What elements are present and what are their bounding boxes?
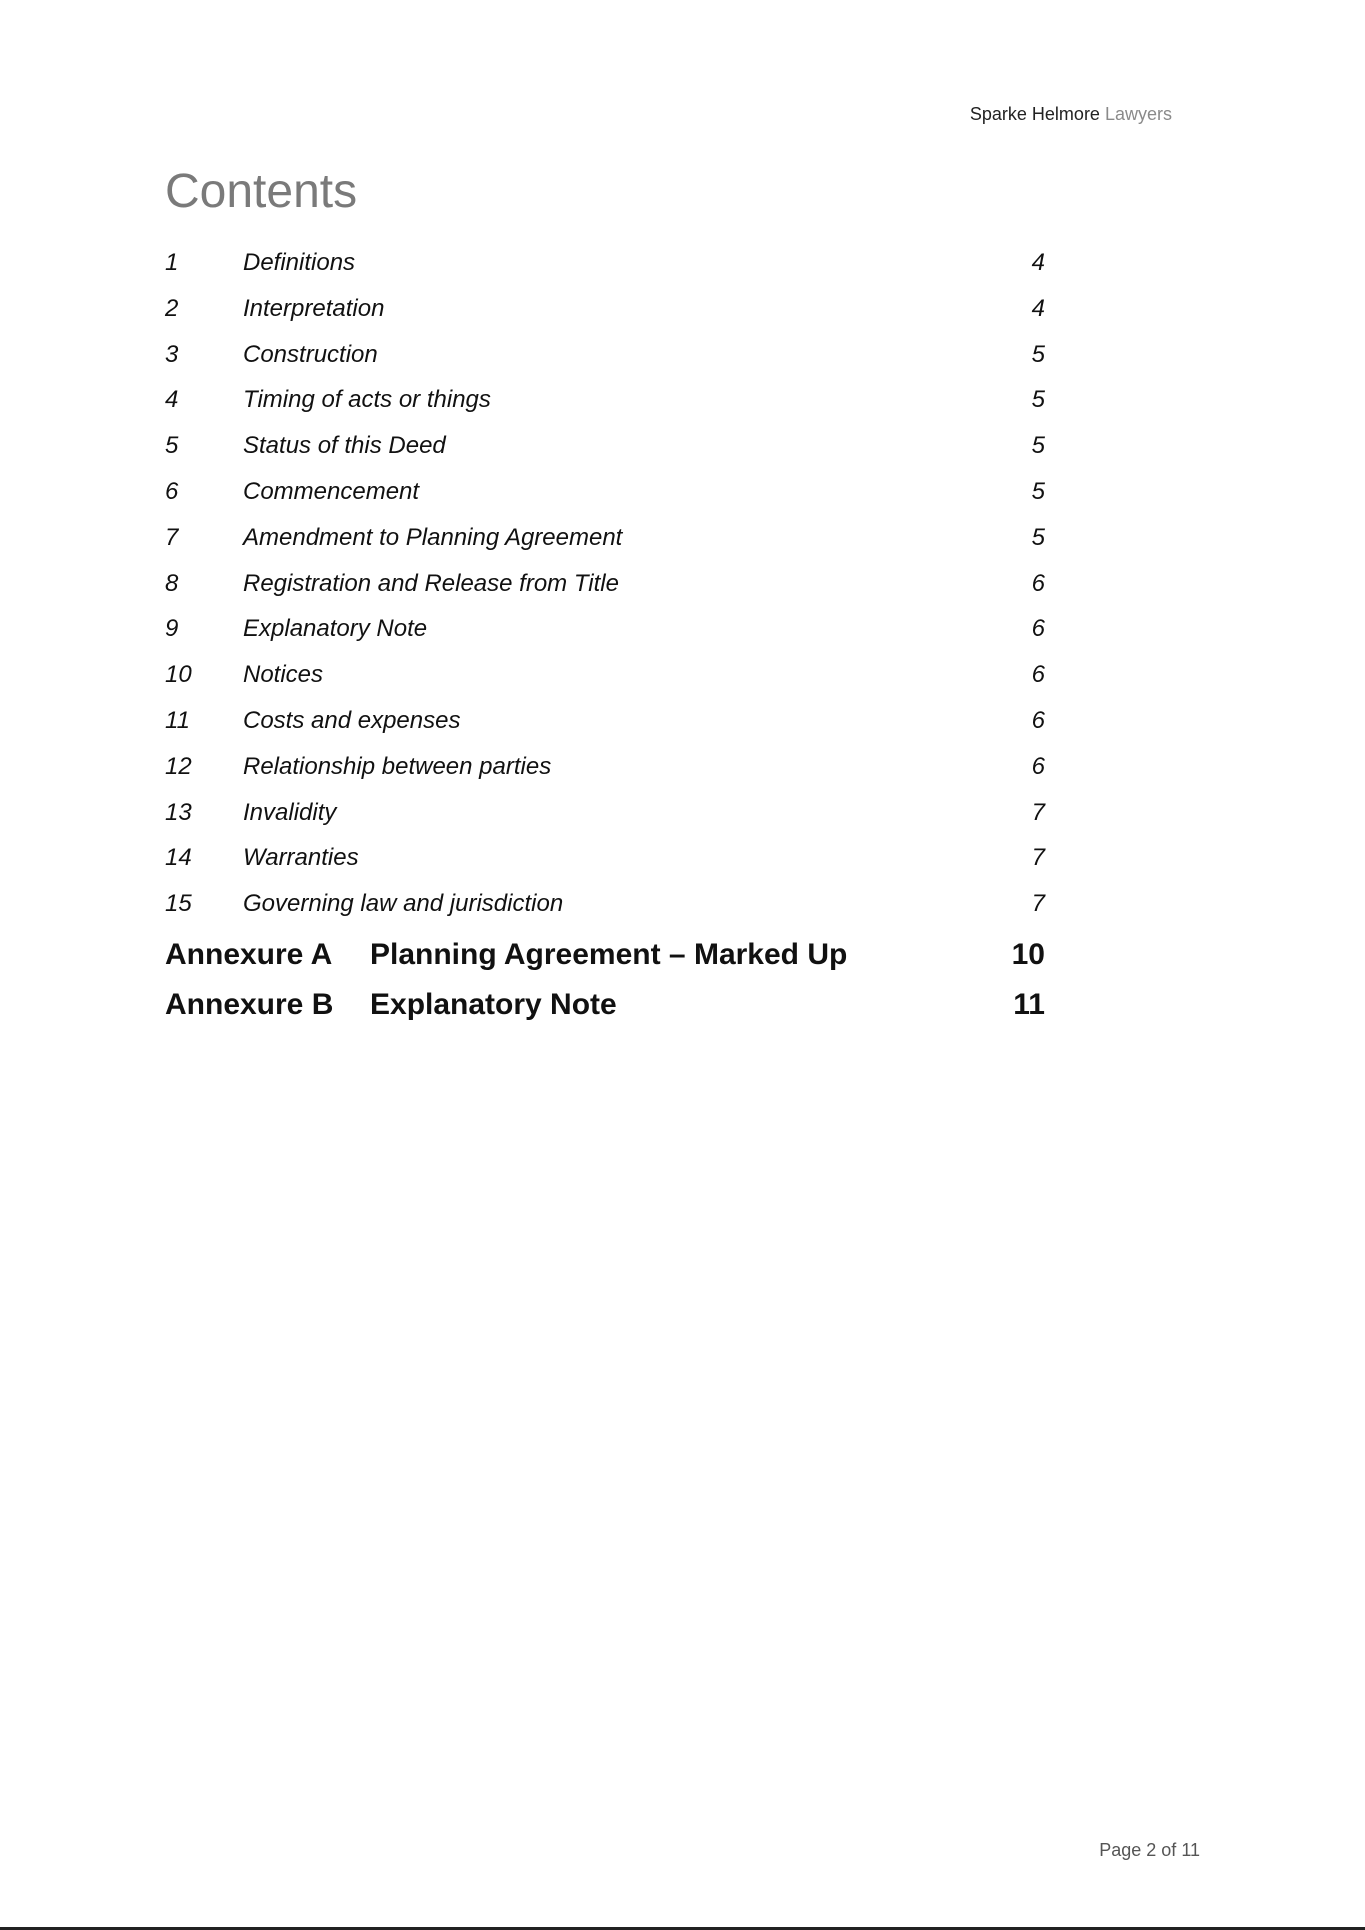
page-header — [970, 104, 1172, 125]
toc-entry[interactable] — [165, 518, 1045, 564]
toc-entry-title[interactable]: Registration and Release from Title — [243, 569, 619, 597]
toc-entry-title[interactable]: Timing of acts or things — [243, 386, 491, 414]
toc-entry-title[interactable]: Invalidity — [243, 798, 337, 826]
toc-entry-number: 15 — [165, 890, 192, 918]
annexure-entry[interactable] — [165, 980, 1045, 1030]
toc-entry-page: 6 — [1031, 615, 1045, 643]
toc-entry-title[interactable]: Status of this Deed — [243, 432, 446, 460]
annexure-title[interactable]: Explanatory Note — [370, 987, 617, 1021]
toc-entry[interactable] — [165, 884, 1045, 930]
toc-entry[interactable] — [165, 609, 1045, 655]
header-firm-name: Sparke Helmore — [969, 104, 1100, 124]
toc-entry-page: 5 — [1031, 432, 1045, 460]
page-number-footer: Page 2 of 11 — [1099, 1840, 1200, 1860]
toc-entry-title[interactable]: Warranties — [243, 844, 359, 872]
toc-entry-number: 5 — [165, 432, 179, 460]
toc-entry-page: 7 — [1031, 844, 1045, 872]
toc-entry-title[interactable]: Interpretation — [243, 294, 385, 322]
header-firm-suffix: Lawyers — [1104, 104, 1172, 124]
toc-entry-page: 5 — [1031, 477, 1045, 505]
toc-entry[interactable] — [165, 243, 1045, 289]
toc-entry-title[interactable]: Definitions — [243, 249, 356, 276]
annexure-page: 11 — [1013, 987, 1045, 1021]
toc-entry-number: 11 — [165, 706, 190, 734]
toc-entry-number: 3 — [165, 340, 179, 368]
toc-entry-number: 14 — [165, 844, 192, 872]
toc-entry-title[interactable]: Governing law and jurisdiction — [243, 890, 564, 918]
toc-entry[interactable] — [165, 472, 1045, 518]
annexure-page: 10 — [1011, 937, 1045, 971]
toc-entry[interactable] — [165, 701, 1045, 747]
toc-entry[interactable] — [165, 747, 1045, 793]
toc-entry[interactable] — [165, 335, 1045, 381]
toc-entry[interactable] — [165, 289, 1045, 335]
toc-entry-number: 12 — [165, 752, 192, 780]
toc-entry-title[interactable]: Notices — [243, 661, 324, 689]
toc-entry-title[interactable]: Explanatory Note — [243, 615, 428, 643]
toc-entry-page: 5 — [1031, 523, 1045, 551]
annexure-entry[interactable] — [165, 930, 1045, 980]
toc-entry-page: 7 — [1031, 890, 1045, 918]
toc-entry[interactable] — [165, 426, 1045, 472]
annexure-entries — [165, 930, 1045, 1030]
annexure-title[interactable]: Planning Agreement – Marked Up — [370, 937, 848, 971]
toc-entry[interactable] — [165, 838, 1045, 884]
toc-entry[interactable] — [165, 380, 1045, 426]
toc-entry-page: 4 — [1031, 249, 1045, 276]
annexure-label: Annexure B — [165, 987, 334, 1021]
toc-entry-title[interactable]: Relationship between parties — [243, 752, 552, 780]
toc-entry-number: 1 — [165, 249, 179, 276]
toc-entry[interactable] — [165, 564, 1045, 610]
toc-entry-number: 4 — [165, 386, 179, 414]
annexure-label: Annexure A — [165, 937, 333, 971]
toc-entry-number: 8 — [165, 569, 179, 597]
toc-entry-title[interactable]: Amendment to Planning Agreement — [243, 523, 623, 551]
toc-entry[interactable] — [165, 655, 1045, 701]
toc-entries — [165, 243, 1045, 930]
toc-entry-page: 6 — [1031, 752, 1045, 780]
toc-entry-page: 5 — [1031, 386, 1045, 414]
page-title: Contents — [165, 165, 358, 218]
toc-entry-number: 6 — [165, 477, 179, 505]
toc-entry-page: 6 — [1031, 569, 1045, 597]
toc-entry-number: 7 — [165, 523, 179, 551]
toc-entry[interactable] — [165, 793, 1045, 839]
toc-entry-title[interactable]: Commencement — [243, 477, 420, 505]
toc-entry-title[interactable]: Construction — [243, 340, 378, 368]
toc-entry-number: 2 — [165, 294, 179, 322]
toc-entry-page: 5 — [1031, 340, 1045, 368]
toc-entry-number: 10 — [165, 661, 192, 689]
toc-entry-page: 6 — [1031, 706, 1045, 734]
toc-entry-page: 4 — [1031, 294, 1045, 322]
toc-entry-number: 13 — [165, 798, 192, 826]
toc-entry-page: 6 — [1031, 661, 1045, 689]
table-of-contents — [165, 243, 1045, 1030]
toc-entry-title[interactable]: Costs and expenses — [243, 706, 461, 734]
toc-entry-number: 9 — [165, 615, 179, 643]
toc-entry-page: 7 — [1031, 798, 1045, 826]
